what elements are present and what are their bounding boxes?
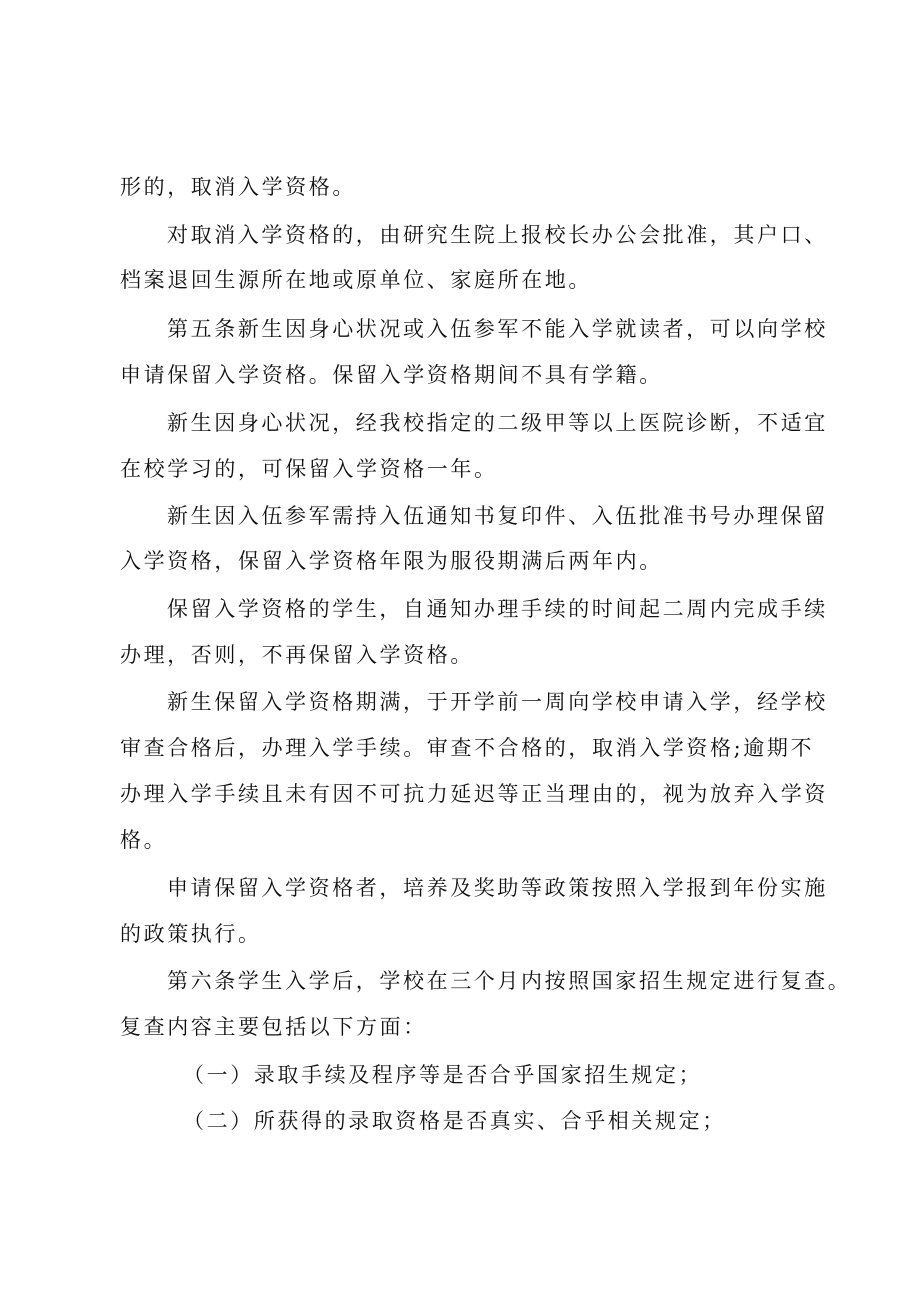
paragraph-line: 第六条学生入学后，学校在三个月内按照国家招生规定进行复查。	[167, 969, 852, 993]
paragraph-line: 保留入学资格的学生，自通知办理手续的时间起二周内完成手续	[167, 597, 828, 621]
paragraph-line: 复查内容主要包括以下方面：	[120, 1015, 427, 1039]
paragraph-line: 档案退回生源所在地或原单位、家庭所在地。	[120, 268, 592, 292]
paragraph-line: 对取消入学资格的，由研究生院上报校长办公会批准，其户口、	[167, 223, 828, 247]
paragraph-line: 第五条新生因身心状况或入伍参军不能入学就读者，可以向学校	[167, 317, 828, 341]
paragraph-line: 格。	[120, 828, 168, 852]
paragraph-line: 申请保留入学资格。保留入学资格期间不具有学籍。	[120, 363, 663, 387]
list-item: （二）所获得的录取资格是否真实、合乎相关规定；	[183, 1109, 726, 1133]
paragraph-line: 在校学习的，可保留入学资格一年。	[120, 457, 498, 481]
paragraph-line: 的政策执行。	[120, 922, 262, 946]
paragraph-line: 申请保留入学资格者，培养及奖助等政策按照入学报到年份实施	[167, 876, 828, 900]
paragraph-line: 形的，取消入学资格。	[120, 175, 356, 199]
paragraph-line: 审查合格后，办理入学手续。审查不合格的，取消入学资格;逾期不	[120, 736, 815, 760]
list-item: （一）录取手续及程序等是否合乎国家招生规定；	[183, 1063, 703, 1087]
paragraph-line: 办理入学手续且未有因不可抗力延迟等正当理由的，视为放弃入学资	[120, 782, 828, 806]
paragraph-line: 入学资格，保留入学资格年限为服役期满后两年内。	[120, 549, 663, 573]
paragraph-line: 新生保留入学资格期满，于开学前一周向学校申请入学，经学校	[167, 690, 828, 714]
paragraph-line: 办理，否则，不再保留入学资格。	[120, 643, 474, 667]
paragraph-line: 新生因身心状况，经我校指定的二级甲等以上医院诊断，不适宜	[167, 411, 828, 435]
paragraph-line: 新生因入伍参军需持入伍通知书复印件、入伍批准书号办理保留	[167, 504, 828, 528]
